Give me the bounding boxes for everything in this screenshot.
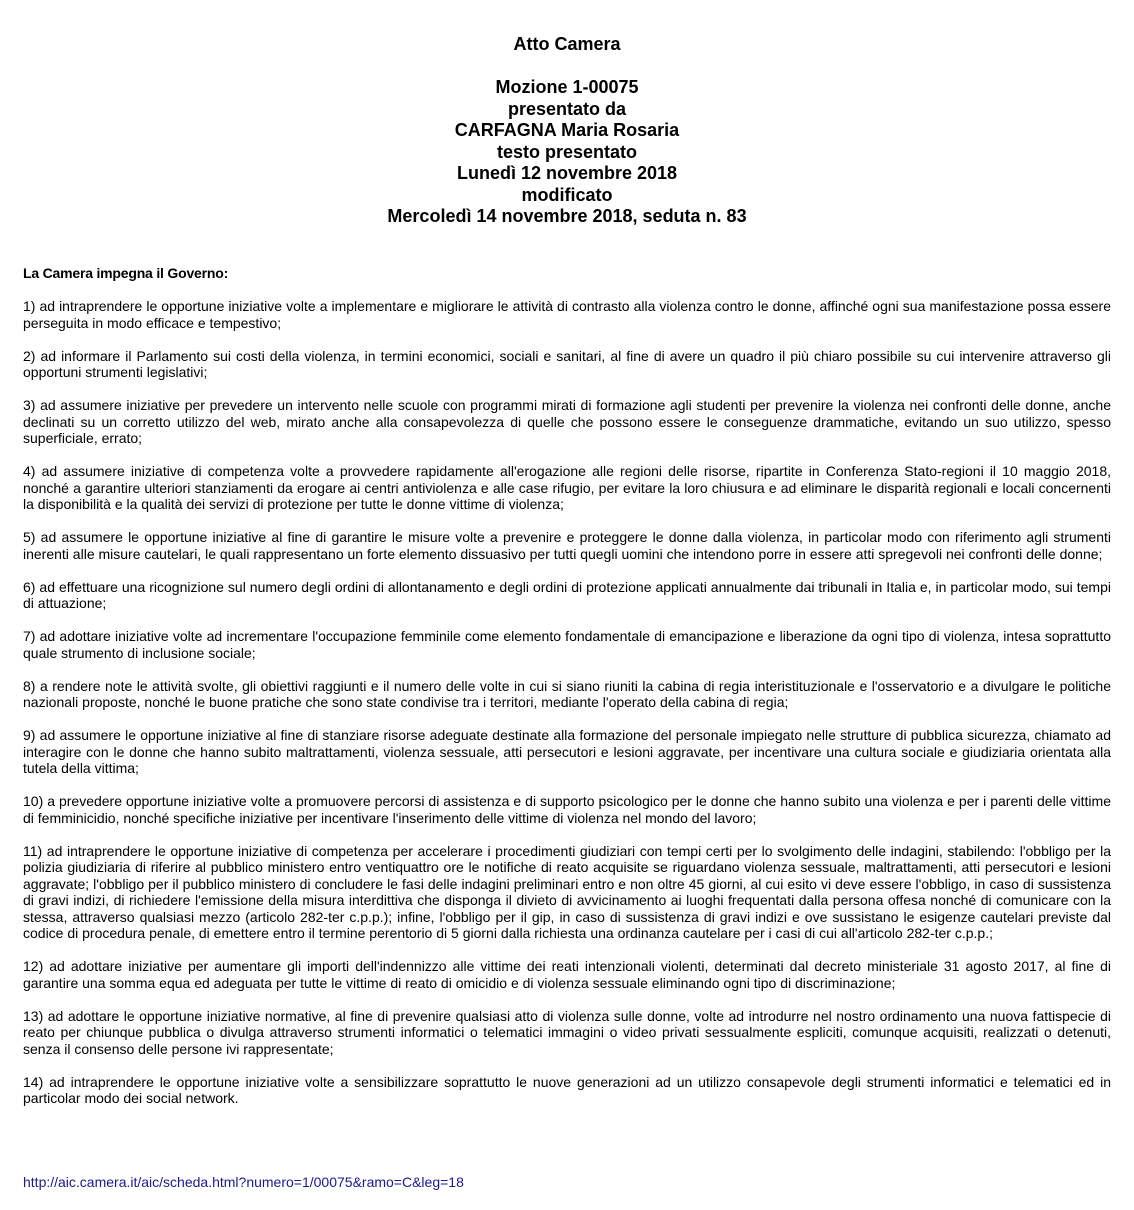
commitment-paragraph-11: 11) ad intraprendere le opportune iniziative di competenza per accelerare i procedimenti giudiziari con tempi certi per lo svolgimento delle indagini, stabilendo: l'obbligo per la polizia giudiziaria di riferire al pubblico ministero entro ventiquattro ore le notifiche di reato acquisite se riguardano violenza sessuale, maltrattamenti, atti persecutori e lesioni aggravate; l'obbligo per il pubblico ministero di concludere le fasi delle indagini preliminari entro e non oltre 45 giorni, al cui esito vi deve essere l'obbligo, in caso di sussistenza di gravi indizi, di richiedere l'emissione della misura interdittiva che disponga il divieto di avvicinamento ai luoghi frequentati dalla persona offesa nonché di comunicare con la stessa, attraverso qualsiasi mezzo (articolo 282-ter c.p.p.); infine, l'obbligo per il gip, in caso di sussistenza di gravi indizi e ove sussistano le esigenze cautelari previste dal codice di procedura penale, di emettere entro il termine perentorio di 5 giorni dalla richiesta una ordinanza cautelare per i casi di cui all'articolo 282-ter c.p.p.; (23, 842, 1111, 941)
commitment-paragraph-5: 5) ad assumere le opportune iniziative al fine di garantire le misure volte a prevenire e proteggere le donne dalla violenza, in particolar modo con riferimento agli strumenti inerenti alle misure cautelari, le quali rappresentano un forte elemento dissuasivo per tutti quegli uomini che intendono porre in essere atti spregevoli nei confronti delle donne; (23, 529, 1111, 562)
text-presented-label: testo presentato (496, 141, 638, 162)
commitment-paragraph-13: 13) ad adottare le opportune iniziative normative, al fine di prevenire qualsiasi atto di violenza sulle donne, volte ad introdurre nel nostro ordinamento una nuova fattispecie di reato per chiunque pubblica o divulga attraverso strumenti informatici o telematici immagini o video privati sessualmente espliciti, comunque acquisiti, realizzati o detenuti, senza il consenso delle persone ivi rappresentate; (23, 1007, 1111, 1057)
intro-heading: La Camera impegna il Governo: (23, 265, 229, 281)
commitment-paragraph-1: 1) ad intraprendere le opportune iniziative volte a implementare e migliorare le attività di contrasto alla violenza contro le donne, affinché ogni sua manifestazione possa essere perseguita in modo efficace e tempestivo; (23, 298, 1111, 331)
document-title: Atto Camera (513, 34, 621, 54)
commitment-paragraph-3: 3) ad assumere iniziative per prevedere un intervento nelle scuole con programmi mirati di formazione agli studenti per prevenire la violenza nei confronti delle donne, anche declinati su un corretto utilizzo del web, mirato anche alla consapevolezza di quelle che possono essere le conseguenze drammatiche, evitando un suo utilizzo, spesso superficiale, errato; (23, 397, 1111, 446)
commitment-paragraph-8: 8) a rendere note le attività svolte, gli obiettivi raggiunti e il numero delle volte in cui si siano riuniti la cabina di regia interistituzionale e l'osservatorio e a divulgare le politiche nazionali proposte, nonché le buone pratiche che sono state condivise tra i territori, mediante l'operato della cabina di regia; (23, 677, 1111, 710)
source-url-link[interactable]: http://aic.camera.it/aic/scheda.html?numero=1/00075&ramo=C&leg=18 (23, 1174, 464, 1190)
document-body (23, 265, 1111, 1123)
presenter-name: CARFAGNA Maria Rosaria (454, 120, 680, 140)
motion-number: Mozione 1-00075 (495, 77, 639, 97)
commitment-paragraph-6: 6) ad effettuare una ricognizione sul numero degli ordini di allontanamento e degli ordini di protezione applicati annualmente dai tribunali in Italia e, in particolar modo, sui tempi di attuazione; (23, 578, 1111, 611)
commitment-paragraph-4: 4) ad assumere iniziative di competenza volte a provvedere rapidamente all'erogazione alle regioni delle risorse, ripartite in Conferenza Stato-regioni il 10 maggio 2018, nonché a garantire ulteriori stanziamenti da erogare ai centri antiviolenza e alle case rifugio, per evitare la loro chiusura e ad eliminare le disparità regionali e locali concernenti la disponibilità e la qualità dei servizi di protezione per tutte le donne vittime di violenza; (23, 463, 1111, 512)
commitment-paragraph-14: 14) ad intraprendere le opportune iniziative volte a sensibilizzare soprattutto le nuove generazioni ad un utilizzo consapevole degli strumenti informatici e telematici ed in particolar modo dei social network. (23, 1073, 1111, 1106)
commitment-paragraph-2: 2) ad informare il Parlamento sui costi della violenza, in termini economici, sociali e sanitari, al fine di avere un quadro il più chiaro possibile su cui intervenire attraverso gli opportuni strumenti legislativi; (23, 347, 1111, 380)
commitment-paragraph-12: 12) ad adottare iniziative per aumentare gli importi dell'indennizzo alle vittime dei reati intenzionali violenti, determinati dal decreto ministeriale 31 agosto 2017, al fine di garantire una somma equa ed adeguata per tutte le vittime di reato di omicidio e di violenza sessuale eliminando ogni tipo di discriminazione; (23, 958, 1111, 991)
presented-by-label: presentato da (507, 98, 627, 119)
modified-label: modificato (521, 184, 613, 205)
commitment-paragraph-10: 10) a prevedere opportune iniziative volte a promuovere percorsi di assistenza e di supporto psicologico per le donne che hanno subito una violenza e per i parenti delle vittime di femminicidio, nonché specifiche iniziative per incentivare l'inserimento delle vittime di violenza nel mondo del lavoro; (23, 793, 1111, 826)
document-header (0, 34, 1134, 228)
commitment-paragraph-9: 9) ad assumere le opportune iniziative al fine di stanziare risorse adeguate destinate alla formazione del personale impiegato nelle strutture di pubblica sicurezza, chiamato ad interagire con le donne che hanno subito maltrattamenti, violenza sessuale, atti persecutori e lesioni aggravate, per incentivare una cultura sociale e giudiziaria orientata alla tutela della vittima; (23, 727, 1111, 776)
presented-date: Lunedì 12 novembre 2018 (456, 163, 678, 183)
modified-date-session: Mercoledì 14 novembre 2018, seduta n. 83 (387, 206, 747, 226)
commitment-paragraph-7: 7) ad adottare iniziative volte ad incrementare l'occupazione femminile come elemento fondamentale di emancipazione e liberazione da ogni tipo di violenza, intesa soprattutto quale strumento di inclusione sociale; (23, 628, 1111, 661)
